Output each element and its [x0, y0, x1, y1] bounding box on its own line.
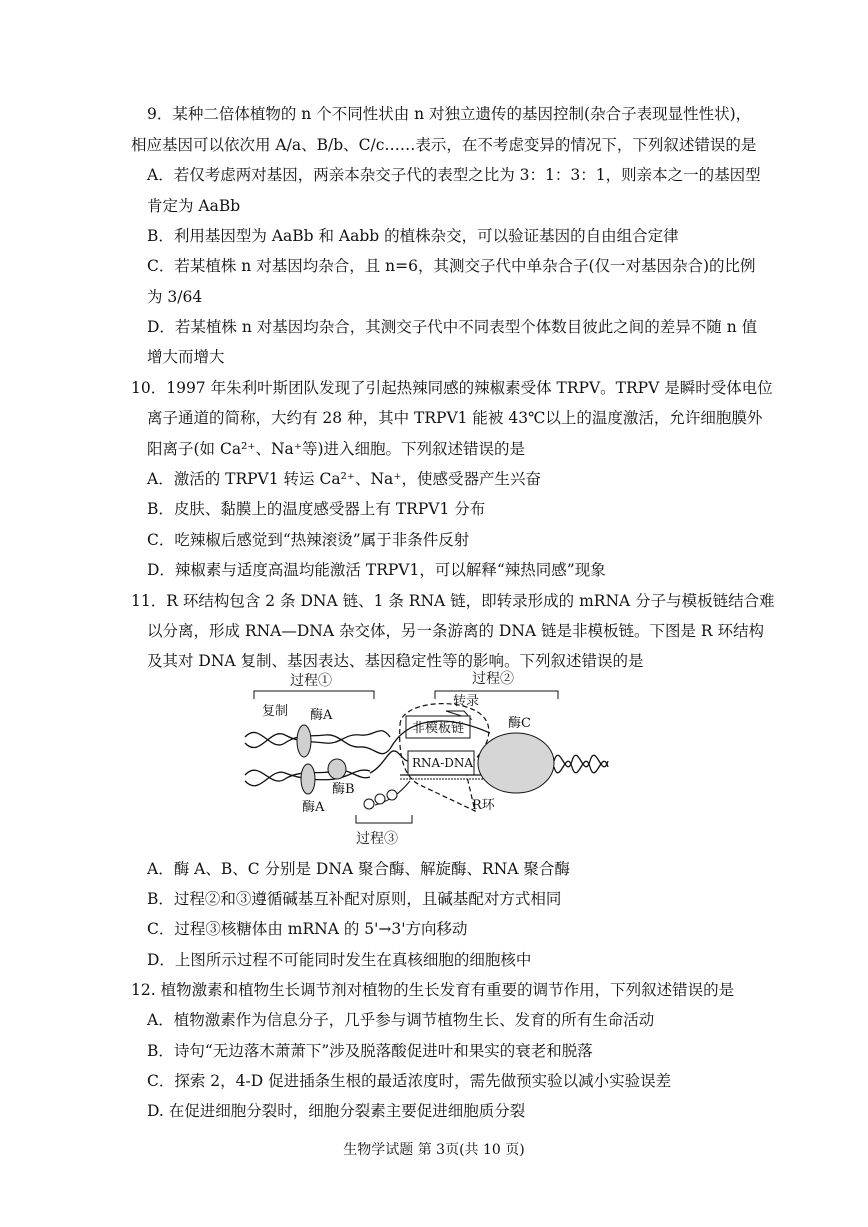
- q11-option-c: C．过程③核糖体由 mRNA 的 5'→3'方向移动: [147, 920, 468, 938]
- enzyme-b-label: 酶B: [332, 782, 355, 797]
- q11-stem-line1: 11．R 环结构包含 2 条 DNA 链、1 条 RNA 链，即转录形成的 mRNA 分子与模板链结合难: [131, 592, 775, 610]
- process3-bracket: [356, 815, 412, 823]
- q10-option-b: B．皮肤、黏膜上的温度感受器上有 TRPV1 分布: [147, 500, 486, 518]
- q9-option-c-line2: 为 3/64: [147, 288, 203, 306]
- q12-option-b: B．诗句“无边落木萧萧下”涉及脱落酸促进叶和果实的衰老和脱落: [147, 1042, 593, 1060]
- enzyme-a-bottom-shape: [301, 764, 315, 794]
- enzyme-a-top-label: 酶A: [310, 708, 333, 723]
- q9-stem-line2: 相应基因可以依次用 A/a、B/b、C/c……表示，在不考虑变异的情况下，下列叙述错误的是: [131, 136, 757, 154]
- enzyme-b-shape: [328, 759, 346, 779]
- q12-option-c: C．探索 2，4-D 促进插条生根的最适浓度时，需先做预实验以减小实验误差: [147, 1072, 672, 1090]
- rna-dna-label: RNA-DNA: [412, 756, 474, 770]
- page-footer: 生物学试题 第 3页(共 10 页): [343, 1142, 525, 1158]
- q9-option-d-line1: D．若某植株 n 对基因均杂合，其测交子代中不同表型个体数目彼此之间的差异不随 n 值: [147, 318, 758, 336]
- q9-option-b: B．利用基因型为 AaBb 和 Aabb 的植株杂交，可以验证基因的自由组合定律: [147, 227, 679, 245]
- q12-option-d: D. 在促进细胞分裂时，细胞分裂素主要促进细胞质分裂: [147, 1102, 526, 1120]
- nontemplate-label: 非模板链: [412, 721, 465, 736]
- q11-option-b: B．过程②和③遵循碱基互补配对原则，且碱基配对方式相同: [147, 890, 562, 908]
- replication-label: 复制: [262, 704, 289, 719]
- ribosome-1: [375, 794, 385, 804]
- q9-option-a-line2: 肯定为 AaBb: [147, 197, 241, 215]
- enzyme-a-top-shape: [297, 725, 311, 757]
- q11-option-a: A．酶 A、B、C 分别是 DNA 聚合酶、解旋酶、RNA 聚合酶: [147, 860, 570, 878]
- r-loop-diagram: [240, 663, 620, 853]
- ribosome-2: [387, 790, 397, 800]
- dna-strand-top-left: [245, 732, 390, 753]
- enzyme-a-bottom-label: 酶A: [302, 800, 325, 815]
- q10-option-c: C．吃辣椒后感觉到“热辣滚烫”属于非条件反射: [147, 531, 470, 549]
- q11-stem-line3: 及其对 DNA 复制、基因表达、基因稳定性等的影响。下列叙述错误的是: [147, 652, 644, 670]
- r-loop-label: R环: [472, 798, 495, 813]
- dna-junction: [370, 751, 410, 773]
- q12-stem: 12. 植物激素和植物生长调节剂对植物的生长发育有重要的调节作用，下列叙述错误的是: [131, 981, 735, 999]
- q10-stem-line2: 离子通道的简称，大约有 28 种，其中 TRPV1 能被 43℃以上的温度激活，允许细胞膜外: [147, 409, 763, 427]
- q10-option-a: A．激活的 TRPV1 转运 Ca²⁺、Na⁺，使感受器产生兴奋: [147, 470, 541, 488]
- enzyme-c-label: 酶C: [508, 716, 531, 731]
- q11-option-d: D．上图所示过程不可能同时发生在真核细胞的细胞核中: [147, 951, 532, 969]
- transcription-label: 转录: [453, 694, 480, 709]
- process2-label: 过程②: [472, 671, 514, 687]
- q9-option-a-line1: A．若仅考虑两对基因，两亲本杂交子代的表型之比为 3：1：3：1，则亲本之一的基因型: [147, 166, 761, 184]
- q9-option-c-line1: C．若某植株 n 对基因均杂合，且 n=6，其测交子代中单杂合子(仅一对基因杂合)的比例: [147, 257, 756, 275]
- q10-stem-line3: 阳离子(如 Ca²⁺、Na⁺等)进入细胞。下列叙述错误的是: [147, 440, 526, 458]
- process1-label: 过程①: [290, 673, 332, 689]
- q9-option-d-line2: 增大而增大: [147, 348, 225, 366]
- q12-option-a: A．植物激素作为信息分子，几乎参与调节植物生长、发育的所有生命活动: [147, 1011, 655, 1029]
- process3-label: 过程③: [356, 831, 398, 847]
- q9-stem-line1: 9．某种二倍体植物的 n 个不同性状由 n 对独立遗传的基因控制(杂合子表现显性性状)，: [147, 105, 752, 123]
- q10-option-d: D．辣椒素与适度高温均能激活 TRPV1，可以解释“辣热同感”现象: [147, 561, 606, 579]
- q11-stem-line2: 以分离，形成 RNA—DNA 杂交体，另一条游离的 DNA 链是非模板链。下图是 R 环结构: [147, 622, 765, 640]
- ribosome-3: [364, 799, 374, 809]
- q10-stem-line1: 10．1997 年朱利叶斯团队发现了引起热辣同感的辣椒素受体 TRPV。TRPV 是瞬时受体电位: [131, 379, 773, 397]
- process1-bracket: [254, 691, 374, 699]
- enzyme-c-shape: [478, 733, 554, 793]
